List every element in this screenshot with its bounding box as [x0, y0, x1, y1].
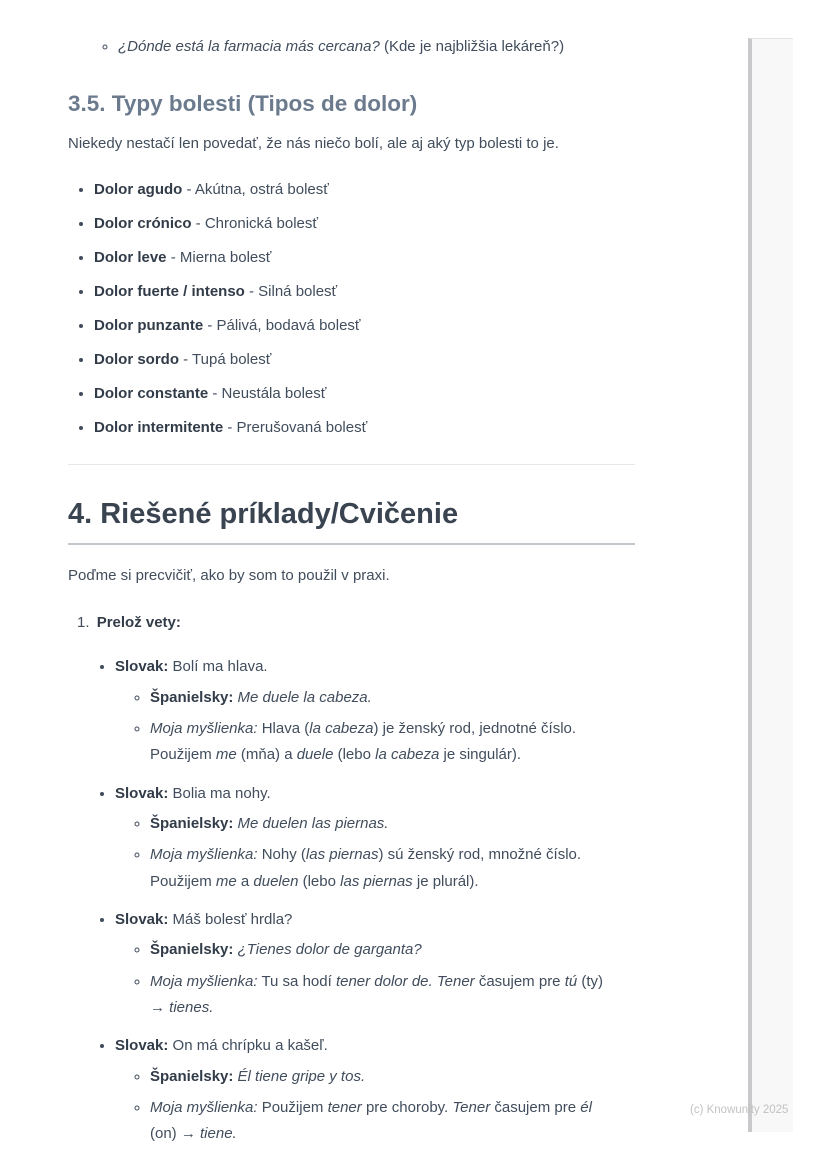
list-item [94, 281, 635, 304]
list-item [94, 349, 635, 372]
slovak-line [115, 656, 635, 679]
slovak-line [115, 783, 635, 806]
section-4-intro: Poďme si precvičiť, ako by som to použil v praxi. [68, 567, 390, 585]
list-item [118, 36, 635, 59]
spanish-line [150, 685, 620, 711]
example-item [115, 909, 635, 1021]
example-sublist [115, 811, 635, 895]
example-item [115, 783, 635, 895]
pain-term: Dolor constante [94, 385, 209, 402]
pain-term: Dolor sordo [94, 351, 179, 368]
example-sublist [115, 937, 635, 1021]
slovak-line [115, 909, 635, 932]
spanish-label: Španielsky: [150, 1067, 234, 1085]
section-4-heading: 4. Riešené príklady/Cvičenie [68, 497, 635, 546]
exercise-title [68, 612, 635, 635]
note-text: Moja myšlienka: Hlava (la cabeza) je ženský rod, jednotné číslo. Použijem me (mňa) a duele (lebo la cabeza je singulár). [150, 720, 577, 764]
note-line [150, 716, 620, 769]
pain-definition: - Silná bolesť [244, 283, 338, 300]
example-sublist [115, 1064, 635, 1148]
pain-types-list [68, 179, 635, 440]
pain-definition: - Akútna, ostrá bolesť [182, 181, 329, 198]
list-item [94, 383, 635, 406]
spanish-sentence: Me duelen las piernas. [233, 815, 389, 833]
pain-definition: - Chronická bolesť [191, 215, 319, 232]
spanish-label: Španielsky: [150, 941, 234, 959]
example-item [115, 656, 635, 768]
pain-term: Dolor crónico [94, 215, 192, 232]
list-item [94, 315, 635, 338]
examples-list [68, 656, 635, 1147]
slovak-label: Slovak: [115, 658, 169, 676]
spanish-line [150, 811, 620, 837]
slovak-sentence: On má chrípku a kašeľ. [168, 1037, 328, 1055]
list-item [94, 179, 635, 202]
note-text: Moja myšlienka: Tu sa hodí tener dolor de. Tener časujem pre tú (ty) → tienes. [150, 972, 604, 1016]
slovak-sentence: Bolí ma hlava. [168, 658, 268, 676]
spanish-sentence: Me duele la cabeza. [233, 688, 372, 706]
pain-definition: - Tupá bolesť [179, 351, 272, 368]
spanish-line [150, 1064, 620, 1090]
list-item [94, 417, 635, 440]
list-item [94, 247, 635, 270]
spanish-label: Španielsky: [150, 815, 234, 833]
section-divider [68, 464, 635, 465]
spanish-sentence: Él tiene gripe y tos. [233, 1067, 366, 1085]
scrollbar-track[interactable] [748, 38, 793, 1132]
pain-term: Dolor fuerte / intenso [94, 283, 245, 300]
slovak-sentence: Bolia ma nohy. [168, 784, 271, 802]
example-item [115, 1035, 635, 1147]
exercise-number: 1. [77, 613, 90, 631]
example-sublist [115, 685, 635, 769]
spanish-line [150, 937, 620, 963]
carryover-list [68, 36, 635, 59]
slovak-label: Slovak: [115, 784, 169, 802]
note-text: Moja myšlienka: Nohy (las piernas) sú ženský rod, množné číslo. Použijem me a duelen (lebo las piernas je plurál). [150, 846, 582, 890]
section-3-5-heading: 3.5. Typy bolesti (Tipos de dolor) [68, 90, 418, 116]
document-content [68, 0, 635, 1161]
pain-definition: - Prerušovaná bolesť [223, 419, 368, 436]
pain-definition: - Neustála bolesť [208, 385, 327, 402]
pain-term: Dolor agudo [94, 181, 183, 198]
exercise-label: Prelož vety: [96, 613, 181, 631]
slovak-line [115, 1035, 635, 1058]
watermark: (c) Knowunity 2025 [690, 1104, 789, 1116]
slovak-label: Slovak: [115, 1037, 169, 1055]
slovak-label: Slovak: [115, 910, 169, 928]
pain-term: Dolor intermitente [94, 419, 224, 436]
note-line [150, 969, 620, 1022]
pain-term: Dolor leve [94, 249, 167, 266]
pain-definition: - Mierna bolesť [166, 249, 272, 266]
slovak-sentence: Máš bolesť hrdla? [168, 910, 293, 928]
list-item [94, 213, 635, 236]
spanish-label: Španielsky: [150, 688, 234, 706]
pain-definition: - Pálivá, bodavá bolesť [203, 317, 361, 334]
pharmacy-question-text: ¿Dónde está la farmacia más cercana? (Kde je najbližšia lekáreň?) [118, 38, 565, 55]
note-text: Moja myšlienka: Použijem tener pre choroby. Tener časujem pre él (on) → tiene. [150, 1098, 592, 1143]
section-3-5-intro: Niekedy nestačí len povedať, že nás niečo bolí, ale aj aký typ bolesti to je. [68, 134, 559, 152]
pain-term: Dolor punzante [94, 317, 204, 334]
note-line [150, 1095, 620, 1148]
spanish-sentence: ¿Tienes dolor de garganta? [233, 941, 422, 959]
note-line [150, 842, 620, 895]
